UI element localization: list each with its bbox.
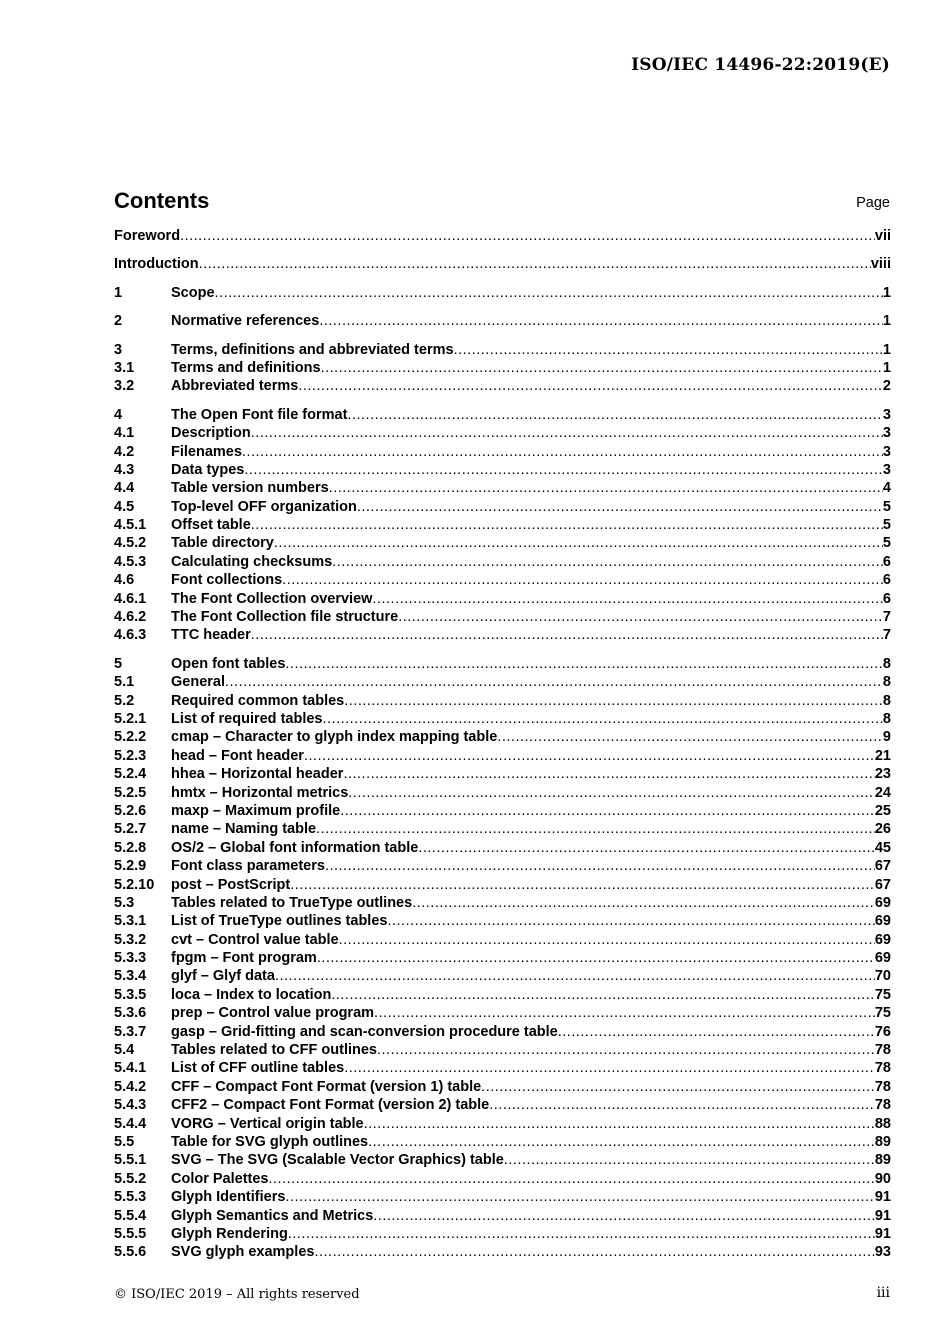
toc-entry-page[interactable]: 7	[882, 627, 891, 644]
toc-entry-number: 5.3.5	[114, 986, 147, 1003]
toc-entry-number: 5.5.6	[114, 1244, 147, 1261]
toc-entry-number: 5.4	[114, 1042, 135, 1059]
toc-entry[interactable]	[114, 1115, 891, 1133]
toc-dot-leader	[242, 443, 883, 461]
toc-dot-leader	[489, 1096, 875, 1114]
toc-entry[interactable]	[114, 967, 891, 985]
toc-dot-leader	[304, 747, 875, 765]
toc-dot-leader	[357, 498, 883, 516]
toc-entry[interactable]	[114, 608, 891, 626]
toc-entry-page[interactable]: 78	[874, 1042, 891, 1059]
toc-entry-title[interactable]: fpgm – Font program	[171, 950, 317, 967]
toc-entry-title[interactable]: hmtx – Horizontal metrics	[171, 784, 349, 801]
toc-entry-number: 5.3.4	[114, 968, 147, 985]
toc-entry-title[interactable]: SVG glyph examples	[171, 1244, 315, 1261]
toc-entry-title[interactable]: name – Naming table	[171, 821, 317, 838]
toc-entry-page[interactable]: 1	[882, 284, 891, 301]
toc-entry-number: 4.5.1	[114, 517, 147, 534]
toc-entry-number: 2	[114, 313, 123, 330]
toc-dot-leader	[298, 377, 883, 395]
toc-entry-title[interactable]: Glyph Semantics and Metrics	[171, 1207, 374, 1224]
toc-entry-number: 5.5.2	[114, 1170, 147, 1187]
toc-entry-number: 3.2	[114, 378, 135, 395]
toc-entry[interactable]	[114, 1004, 891, 1022]
table-of-contents	[114, 227, 891, 1272]
toc-entry[interactable]	[114, 359, 891, 377]
toc-entry[interactable]	[114, 1133, 891, 1151]
toc-entry[interactable]	[114, 894, 891, 912]
toc-entry-number: 5.3.1	[114, 913, 147, 930]
toc-entry-page[interactable]: 88	[874, 1115, 891, 1132]
toc-dot-leader	[344, 1059, 875, 1077]
toc-entry-title[interactable]: Normative references	[171, 313, 320, 330]
toc-entry-title[interactable]: Font collections	[171, 572, 283, 589]
toc-dot-leader	[314, 1243, 874, 1261]
toc-dot-leader	[373, 1207, 875, 1225]
toc-entry-page[interactable]: 8	[882, 710, 891, 727]
toc-entry-page[interactable]: 8	[882, 655, 891, 672]
toc-entry-number: 5	[114, 655, 123, 672]
toc-dot-leader	[244, 461, 883, 479]
toc-entry-page[interactable]: 1	[882, 359, 891, 376]
toc-entry-page[interactable]: 23	[874, 766, 891, 783]
toc-dot-leader	[377, 1041, 875, 1059]
toc-entry-title[interactable]: Scope	[171, 284, 215, 301]
toc-entry[interactable]	[114, 571, 891, 589]
toc-entry-page[interactable]: 89	[874, 1133, 891, 1150]
toc-entry-title[interactable]: Tables related to CFF outlines	[171, 1042, 377, 1059]
toc-entry-title[interactable]: Terms, definitions and abbreviated terms	[171, 341, 454, 358]
toc-dot-leader	[321, 359, 883, 377]
toc-entry-number: 5.3.2	[114, 931, 147, 948]
toc-entry-page[interactable]: 5	[882, 498, 891, 515]
toc-dot-leader	[418, 839, 875, 857]
toc-entry-title[interactable]: List of required tables	[171, 710, 323, 727]
toc-entry[interactable]	[114, 312, 891, 330]
toc-entry-page[interactable]: 4	[882, 480, 891, 497]
toc-entry[interactable]	[114, 498, 891, 516]
toc-dot-leader	[317, 949, 875, 967]
toc-entry-title[interactable]: loca – Index to location	[171, 986, 332, 1003]
toc-entry-number: 5.3.3	[114, 950, 147, 967]
toc-dot-leader	[225, 673, 883, 691]
toc-entry-page[interactable]: 3	[882, 406, 891, 423]
toc-dot-leader	[282, 571, 883, 589]
toc-dot-leader	[275, 967, 875, 985]
toc-entry-page[interactable]: 6	[882, 572, 891, 589]
toc-dot-leader	[215, 284, 883, 302]
toc-entry-page[interactable]: 93	[874, 1244, 891, 1261]
toc-group	[114, 341, 891, 396]
toc-entry[interactable]	[114, 1243, 891, 1261]
toc-entry-number: 4.6.1	[114, 590, 147, 607]
toc-entry-page[interactable]: 45	[874, 839, 891, 856]
toc-dot-leader	[274, 534, 883, 552]
toc-entry-number: 5.4.3	[114, 1097, 147, 1114]
toc-entry-title[interactable]: post – PostScript	[171, 876, 291, 893]
toc-dot-leader	[454, 341, 883, 359]
toc-entry-page[interactable]: 67	[874, 876, 891, 893]
toc-entry-number: 4.1	[114, 425, 135, 442]
toc-entry[interactable]	[114, 765, 891, 783]
toc-entry-title[interactable]: Open font tables	[171, 655, 286, 672]
toc-entry-title[interactable]: Top-level OFF organization	[171, 498, 357, 515]
toc-dot-leader	[251, 516, 883, 534]
toc-dot-leader	[558, 1023, 875, 1041]
toc-entry-page[interactable]: 69	[874, 931, 891, 948]
toc-entry-title[interactable]: Foreword	[114, 228, 181, 244]
toc-entry-page[interactable]: 7	[882, 609, 891, 626]
toc-entry-page[interactable]: 91	[874, 1207, 891, 1224]
toc-entry-title[interactable]: General	[171, 674, 225, 691]
toc-entry-page[interactable]: 78	[874, 1097, 891, 1114]
toc-dot-leader	[343, 765, 874, 783]
toc-entry[interactable]	[114, 655, 891, 673]
toc-entry-title[interactable]: Required common tables	[171, 692, 345, 709]
toc-entry-title[interactable]: Table directory	[171, 535, 274, 552]
toc-entry-page[interactable]: 91	[874, 1225, 891, 1242]
toc-entry[interactable]	[114, 876, 891, 894]
toc-dot-leader	[497, 728, 883, 746]
toc-entry-page[interactable]: vii	[874, 228, 891, 244]
toc-entry-title[interactable]: Glyph Identifiers	[171, 1189, 286, 1206]
toc-entry-title[interactable]: Data types	[171, 461, 245, 478]
toc-dot-leader	[339, 931, 875, 949]
toc-dot-leader	[251, 626, 883, 644]
toc-entry-page[interactable]: 6	[882, 553, 891, 570]
toc-entry[interactable]	[114, 931, 891, 949]
toc-entry-title[interactable]: List of TrueType outlines tables	[171, 913, 388, 930]
toc-dot-leader	[285, 1188, 874, 1206]
toc-dot-leader	[372, 590, 883, 608]
toc-entry-title[interactable]: cmap – Character to glyph index mapping table	[171, 729, 498, 746]
toc-entry-page[interactable]: viii	[870, 256, 891, 273]
toc-entry-number: 5.4.2	[114, 1078, 147, 1095]
toc-entry-number: 5.5.1	[114, 1152, 147, 1169]
toc-entry-number: 5.2.10	[114, 876, 155, 893]
toc-dot-leader	[316, 820, 875, 838]
toc-entry-number: 3	[114, 341, 123, 358]
toc-entry-page[interactable]: 67	[874, 858, 891, 875]
toc-dot-leader	[340, 802, 875, 820]
toc-dot-leader	[348, 784, 875, 802]
toc-entry[interactable]	[114, 553, 891, 571]
footer-copyright: © ISO/IEC 2019 – All rights reserved	[114, 1287, 360, 1302]
toc-entry-page[interactable]: 78	[874, 1078, 891, 1095]
toc-entry-page[interactable]: 5	[882, 535, 891, 552]
toc-entry-title[interactable]: The Open Font file format	[171, 406, 348, 423]
toc-dot-leader	[344, 692, 883, 710]
toc-entry-number: 5.5.5	[114, 1225, 147, 1242]
toc-entry-number: 5.2.1	[114, 710, 147, 727]
toc-entry-page[interactable]: 75	[874, 986, 891, 1003]
toc-entry[interactable]	[114, 443, 891, 461]
toc-dot-leader	[199, 255, 871, 273]
toc-entry[interactable]	[114, 802, 891, 820]
toc-entry-title[interactable]: gasp – Grid-fitting and scan-conversion procedure table	[171, 1023, 558, 1040]
toc-entry[interactable]	[114, 728, 891, 746]
toc-entry-number: 5.2.7	[114, 821, 147, 838]
toc-entry-page[interactable]: 21	[874, 747, 891, 764]
toc-entry-title[interactable]: Calculating checksums	[171, 553, 333, 570]
toc-entry[interactable]	[114, 377, 891, 395]
toc-dot-leader	[374, 1004, 875, 1022]
toc-entry-page[interactable]: 25	[874, 802, 891, 819]
toc-entry-title[interactable]: Offset table	[171, 517, 251, 534]
toc-entry[interactable]	[114, 986, 891, 1004]
toc-entry-number: 5.3.7	[114, 1023, 147, 1040]
toc-entry-page[interactable]: 90	[874, 1170, 891, 1187]
toc-entry-number: 4.5.2	[114, 535, 147, 552]
toc-entry[interactable]	[114, 1023, 891, 1041]
toc-entry[interactable]	[114, 673, 891, 691]
toc-entry[interactable]	[114, 1151, 891, 1169]
toc-entry[interactable]	[114, 1096, 891, 1114]
toc-entry[interactable]	[114, 341, 891, 359]
toc-entry-page[interactable]: 3	[882, 425, 891, 442]
toc-entry-title[interactable]: Tables related to TrueType outlines	[171, 894, 413, 911]
toc-entry[interactable]	[114, 424, 891, 442]
toc-entry-title[interactable]: Glyph Rendering	[171, 1225, 288, 1242]
toc-dot-leader	[325, 857, 875, 875]
toc-entry[interactable]	[114, 820, 891, 838]
toc-entry[interactable]	[114, 1207, 891, 1225]
toc-entry-page[interactable]: 75	[874, 1005, 891, 1022]
toc-dot-leader	[290, 876, 875, 894]
toc-entry[interactable]	[114, 784, 891, 802]
toc-entry-title[interactable]: hhea – Horizontal header	[171, 766, 344, 783]
toc-entry-number: 4.6.3	[114, 627, 147, 644]
toc-entry-number: 4.4	[114, 480, 135, 497]
toc-entry[interactable]	[114, 406, 891, 424]
toc-entry[interactable]	[114, 1225, 891, 1243]
toc-entry-number: 5.3	[114, 894, 135, 911]
toc-entry-number: 4.6.2	[114, 609, 147, 626]
document-id: ISO/IEC 14496-22:2019(E)	[631, 55, 890, 75]
toc-entry-number: 5.3.6	[114, 1005, 147, 1022]
toc-entry[interactable]	[114, 479, 891, 497]
toc-entry-number: 1	[114, 284, 123, 301]
toc-entry-number: 4.5	[114, 498, 135, 515]
toc-entry-title[interactable]: Description	[171, 425, 251, 442]
toc-entry-number: 5.2	[114, 692, 135, 709]
toc-entry-title[interactable]: The Font Collection overview	[171, 590, 373, 607]
toc-dot-leader	[322, 710, 882, 728]
toc-entry-number: 5.2.6	[114, 802, 147, 819]
toc-entry-title[interactable]: Terms and definitions	[171, 359, 321, 376]
toc-entry[interactable]	[114, 692, 891, 710]
toc-entry-title[interactable]: cvt – Control value table	[171, 931, 339, 948]
toc-group	[114, 655, 891, 1262]
toc-entry-page[interactable]: 3	[882, 461, 891, 478]
toc-dot-leader	[504, 1151, 875, 1169]
toc-group	[114, 406, 891, 645]
toc-entry-page[interactable]: 24	[874, 784, 891, 801]
toc-entry[interactable]	[114, 626, 891, 644]
toc-entry-number: 5.2.2	[114, 729, 147, 746]
toc-entry-page[interactable]: 2	[882, 378, 891, 395]
toc-entry-number: 4.6	[114, 572, 135, 589]
toc-entry-page[interactable]: 78	[874, 1060, 891, 1077]
toc-entry-number: 5.2.3	[114, 747, 147, 764]
toc-entry-title[interactable]: TTC header	[171, 627, 251, 644]
toc-entry-page[interactable]: 9	[882, 729, 891, 746]
toc-dot-leader	[412, 894, 875, 912]
toc-entry-page[interactable]: 6	[882, 590, 891, 607]
toc-entry-number: 5.4.1	[114, 1060, 147, 1077]
toc-dot-leader	[331, 986, 875, 1004]
toc-entry[interactable]	[114, 227, 891, 245]
toc-dot-leader	[347, 406, 883, 424]
toc-entry-title[interactable]: prep – Control value program	[171, 1005, 375, 1022]
toc-entry-title[interactable]: VORG – Vertical origin table	[171, 1115, 364, 1132]
toc-dot-leader	[332, 553, 883, 571]
toc-entry-title[interactable]: maxp – Maximum profile	[171, 802, 341, 819]
toc-entry[interactable]	[114, 1059, 891, 1077]
toc-entry-number: 5.2.8	[114, 839, 147, 856]
toc-dot-leader	[364, 1115, 875, 1133]
toc-entry-page[interactable]: 76	[874, 1023, 891, 1040]
toc-entry-page[interactable]: 70	[874, 968, 891, 985]
toc-entry-title[interactable]: SVG – The SVG (Scalable Vector Graphics) table	[171, 1152, 504, 1169]
toc-entry[interactable]	[114, 590, 891, 608]
toc-entry-page[interactable]: 8	[882, 674, 891, 691]
toc-entry-number: 4	[114, 406, 123, 423]
toc-entry[interactable]	[114, 912, 891, 930]
toc-entry[interactable]	[114, 1078, 891, 1096]
toc-entry-number: 5.1	[114, 674, 135, 691]
toc-entry-page[interactable]: 26	[874, 821, 891, 838]
toc-entry[interactable]	[114, 839, 891, 857]
toc-entry[interactable]	[114, 255, 891, 273]
toc-dot-leader	[288, 1225, 875, 1243]
toc-entry-page[interactable]: 3	[882, 443, 891, 460]
toc-entry-number: 5.5	[114, 1133, 135, 1150]
toc-entry-number: 4.3	[114, 461, 135, 478]
toc-entry-page[interactable]: 1	[882, 341, 891, 358]
toc-entry-number: 3.1	[114, 359, 135, 376]
toc-entry-number: 4.5.3	[114, 553, 147, 570]
toc-dot-leader	[285, 655, 883, 673]
toc-entry-number: 5.2.9	[114, 858, 147, 875]
toc-group	[114, 227, 891, 245]
toc-entry-page[interactable]: 5	[882, 517, 891, 534]
toc-entry-title[interactable]: OS/2 – Global font information table	[171, 839, 419, 856]
toc-group	[114, 312, 891, 330]
toc-entry-title[interactable]: Font class parameters	[171, 858, 325, 875]
toc-entry-page[interactable]: 69	[874, 913, 891, 930]
toc-entry-title[interactable]: Color Palettes	[171, 1170, 269, 1187]
toc-dot-leader	[251, 424, 883, 442]
toc-entry-number: 5.5.3	[114, 1189, 147, 1206]
toc-entry[interactable]	[114, 710, 891, 728]
toc-entry-title[interactable]: Table for SVG glyph outlines	[171, 1133, 369, 1150]
toc-entry-title[interactable]: Abbreviated terms	[171, 378, 299, 395]
toc-entry-title[interactable]: head – Font header	[171, 747, 304, 764]
toc-entry[interactable]	[114, 1170, 891, 1188]
toc-entry[interactable]	[114, 461, 891, 479]
toc-dot-leader	[481, 1078, 875, 1096]
toc-entry-title[interactable]: List of CFF outline tables	[171, 1060, 345, 1077]
toc-entry-title[interactable]: Filenames	[171, 443, 242, 460]
toc-group	[114, 284, 891, 302]
toc-entry[interactable]	[114, 747, 891, 765]
toc-entry-title[interactable]: Introduction	[114, 256, 199, 273]
contents-heading: Contents	[114, 188, 210, 213]
toc-entry-number: 5.4.4	[114, 1115, 147, 1132]
toc-entry-number: 4.2	[114, 443, 135, 460]
toc-entry-title[interactable]: CFF – Compact Font Format (version 1) table	[171, 1078, 482, 1095]
toc-entry-number: 5.2.5	[114, 784, 147, 801]
toc-entry-page[interactable]: 69	[874, 950, 891, 967]
toc-entry-title[interactable]: The Font Collection file structure	[171, 609, 399, 626]
footer-page-number: iii	[876, 1285, 890, 1301]
toc-dot-leader	[398, 608, 883, 626]
page-column-label: Page	[856, 195, 890, 211]
toc-entry[interactable]	[114, 534, 891, 552]
toc-entry-page[interactable]: 89	[874, 1152, 891, 1169]
toc-entry[interactable]	[114, 516, 891, 534]
toc-dot-leader	[387, 912, 874, 930]
toc-entry[interactable]	[114, 1041, 891, 1059]
toc-dot-leader	[368, 1133, 875, 1151]
toc-entry-title[interactable]: CFF2 – Compact Font Format (version 2) table	[171, 1097, 490, 1114]
toc-dot-leader	[180, 227, 875, 245]
toc-entry-page[interactable]: 1	[882, 313, 891, 330]
toc-entry-number: 5.2.4	[114, 766, 147, 783]
toc-dot-leader	[269, 1170, 875, 1188]
toc-entry-page[interactable]: 91	[874, 1189, 891, 1206]
toc-group	[114, 255, 891, 273]
toc-entry-title[interactable]: glyf – Glyf data	[171, 968, 275, 985]
toc-entry-title[interactable]: Table version numbers	[171, 480, 329, 497]
toc-entry-page[interactable]: 8	[882, 692, 891, 709]
toc-entry[interactable]	[114, 857, 891, 875]
toc-entry[interactable]	[114, 284, 891, 302]
toc-entry[interactable]	[114, 949, 891, 967]
toc-dot-leader	[319, 312, 883, 330]
toc-entry[interactable]	[114, 1188, 891, 1206]
toc-dot-leader	[329, 479, 883, 497]
toc-entry-number: 5.5.4	[114, 1207, 147, 1224]
toc-entry-page[interactable]: 69	[874, 894, 891, 911]
